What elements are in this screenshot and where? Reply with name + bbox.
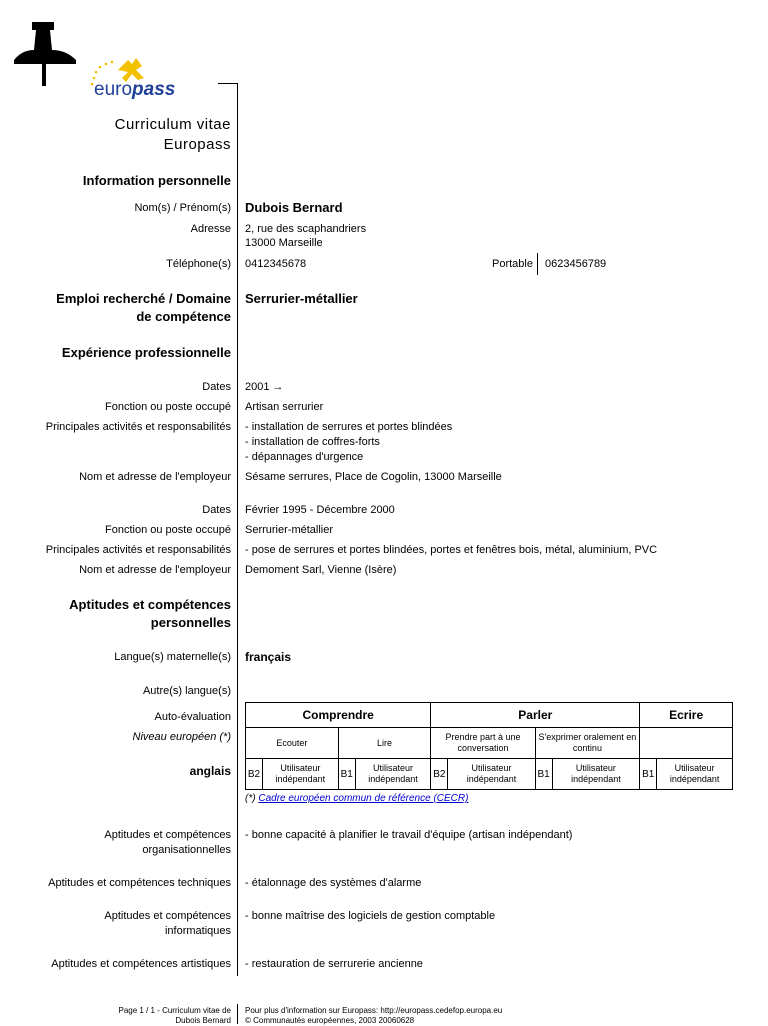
exp1-dates-label: Dates xyxy=(202,381,231,393)
footer-right: Pour plus d'information sur Europass: http://europass.cedefop.europa.eu © Communautés européennes, 2003 20060628 xyxy=(245,1006,503,1025)
european-level-label: Niveau européen (*) xyxy=(132,731,231,743)
level-text: Utilisateur indépendant xyxy=(448,759,535,790)
exp2-employer: Demoment Sarl, Vienne (Isère) xyxy=(245,564,397,576)
header-parler: Parler xyxy=(431,703,640,728)
level-text: Utilisateur indépendant xyxy=(355,759,431,790)
level-text: Utilisateur indépendant xyxy=(657,759,733,790)
subheader-oral: S'exprimer oralement en continu xyxy=(535,728,640,759)
vertical-rule xyxy=(237,83,238,976)
computer-label: Aptitudes et compétences informatiques xyxy=(104,910,231,937)
exp1-activities-label: Principales activités et responsabilités xyxy=(45,421,231,433)
exp1-activities: - installation de serrures et portes blindées - installation de coffres-forts - dépannages d'urgence xyxy=(245,421,453,463)
self-assessment-label: Auto-évaluation xyxy=(154,711,231,723)
language-table xyxy=(245,702,733,790)
mother-tongue-label: Langue(s) maternelle(s) xyxy=(114,651,231,663)
level-text: Utilisateur indépendant xyxy=(552,759,640,790)
cv-title-line1: Curriculum vitae xyxy=(114,116,231,133)
name-label: Nom(s) / Prénom(s) xyxy=(134,202,231,214)
subheader-ecouter: Ecouter xyxy=(246,728,339,759)
exp2-employer-label: Nom et adresse de l'employeur xyxy=(79,564,231,576)
cecr-note xyxy=(245,793,468,805)
technical-value: - étalonnage des systèmes d'alarme xyxy=(245,877,422,889)
name-value: Dubois Bernard xyxy=(245,200,343,215)
subheader-conversation: Prendre part à une conversation xyxy=(431,728,535,759)
artistic-label: Aptitudes et compétences artistiques xyxy=(51,958,231,970)
exp2-position-label: Fonction ou poste occupé xyxy=(105,524,231,536)
cv-title-line2: Europass xyxy=(163,136,231,153)
level-code: B1 xyxy=(535,759,552,790)
rule-corner xyxy=(218,83,238,84)
exp2-activities: - pose de serrures et portes blindées, portes et fenêtres bois, métal, aluminium, PVC xyxy=(245,544,658,556)
exp2-activities-label: Principales activités et responsabilités xyxy=(45,544,231,556)
address-value: 2, rue des scaphandriers 13000 Marseille xyxy=(245,223,367,249)
mobile-divider xyxy=(537,253,538,275)
pushpin-icon xyxy=(12,20,80,88)
level-code: B2 xyxy=(431,759,448,790)
job-heading: Emploi recherché / Domaine de compétence xyxy=(56,291,231,324)
subheader-lire: Lire xyxy=(338,728,431,759)
computer-value: - bonne maîtrise des logiciels de gestion comptable xyxy=(245,910,496,922)
header-ecrire: Ecrire xyxy=(640,703,733,728)
personal-info-heading: Information personnelle xyxy=(82,173,231,188)
logo-pass-text: pass xyxy=(132,79,176,100)
level-code: B1 xyxy=(338,759,355,790)
technical-label: Aptitudes et compétences techniques xyxy=(48,877,231,889)
header-comprendre: Comprendre xyxy=(246,703,431,728)
footer-divider xyxy=(237,1004,238,1024)
organisational-label: Aptitudes et compétences organisationnelles xyxy=(104,829,231,856)
exp2-dates-label: Dates xyxy=(202,504,231,516)
other-languages-label: Autre(s) langue(s) xyxy=(142,685,231,697)
exp1-position-label: Fonction ou poste occupé xyxy=(105,401,231,413)
cecr-link[interactable]: Cadre européen commun de référence (CECR) xyxy=(258,793,469,804)
organisational-value: - bonne capacité à planifier le travail d'équipe (artisan indépendant) xyxy=(245,829,573,841)
level-text: Utilisateur indépendant xyxy=(263,759,339,790)
cecr-prefix: (*) xyxy=(245,793,259,804)
cv-title xyxy=(115,115,231,155)
mobile-value: 0623456789 xyxy=(545,258,607,270)
exp2-dates: Février 1995 - Décembre 2000 xyxy=(245,504,395,516)
mobile-label: Portable xyxy=(492,258,533,270)
experience-heading: Expérience professionnelle xyxy=(61,345,231,360)
phone-value: 0412345678 xyxy=(245,258,307,270)
skills-heading: Aptitudes et compétences personnelles xyxy=(69,597,231,630)
exp1-employer: Sésame serrures, Place de Cogolin, 13000 Marseille xyxy=(245,471,502,483)
level-code: B2 xyxy=(246,759,263,790)
mother-tongue-value: français xyxy=(245,650,292,664)
phone-label: Téléphone(s) xyxy=(166,258,231,270)
job-value: Serrurier-métallier xyxy=(245,291,358,306)
europass-logo xyxy=(84,56,184,102)
exp1-dates: 2001 → xyxy=(245,381,284,393)
level-code: B1 xyxy=(640,759,657,790)
exp2-position: Serrurier-métallier xyxy=(245,524,334,536)
address-label: Adresse xyxy=(190,223,231,235)
exp1-position: Artisan serrurier xyxy=(245,401,324,413)
footer-left: Page 1 / 1 - Curriculum vitae de Dubois Bernard xyxy=(118,1006,231,1025)
language-name: anglais xyxy=(189,764,231,778)
exp1-employer-label: Nom et adresse de l'employeur xyxy=(79,471,231,483)
subheader-ecrire-empty xyxy=(640,728,733,759)
artistic-value: - restauration de serrurerie ancienne xyxy=(245,958,423,970)
logo-euro-text: euro xyxy=(94,79,133,100)
